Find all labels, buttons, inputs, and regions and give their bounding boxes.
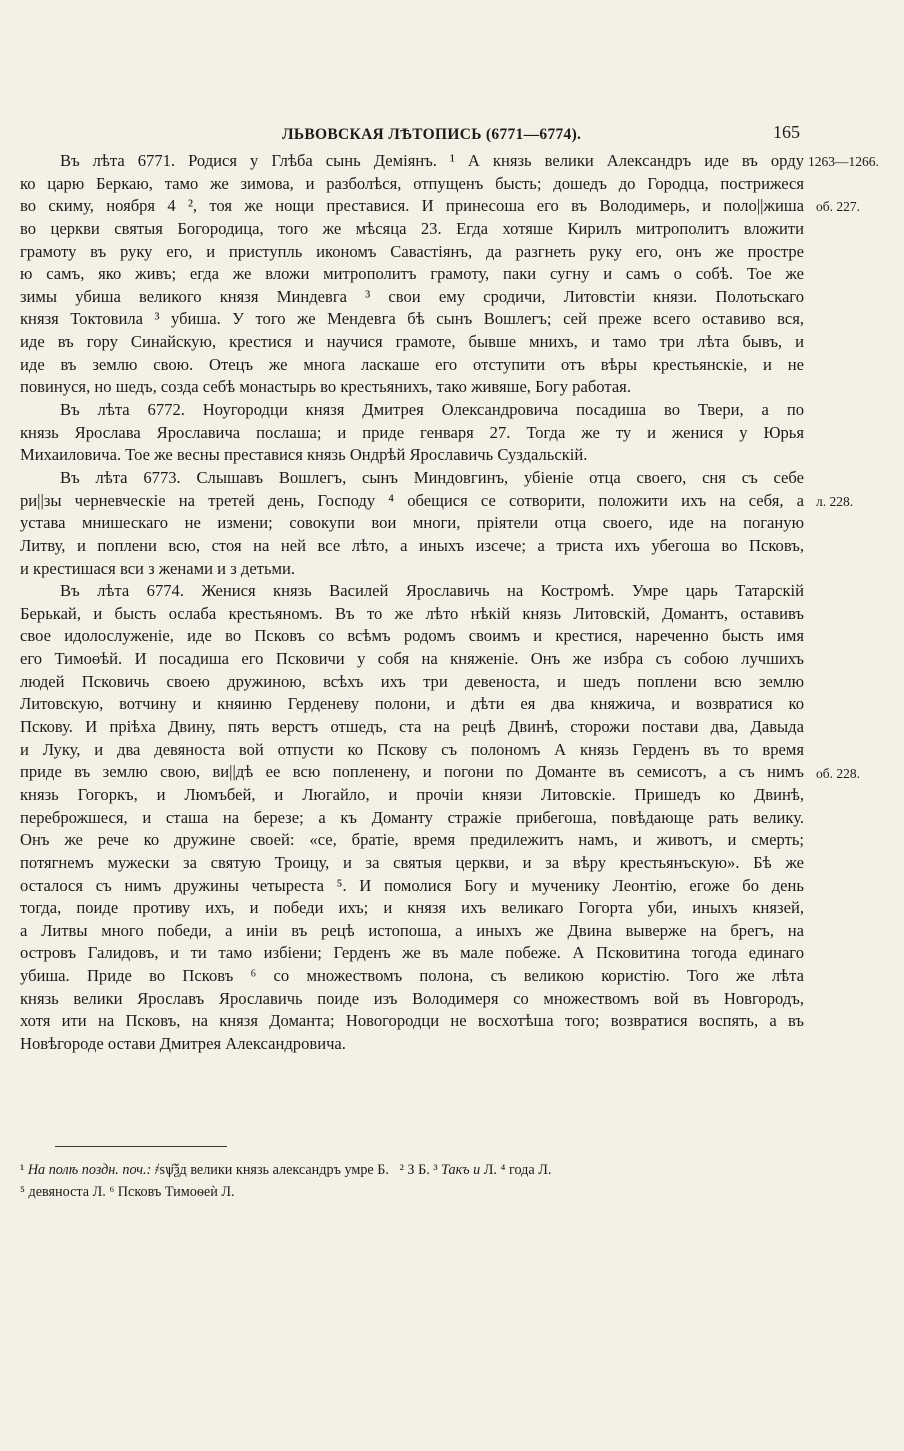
text-line: ри||зы черневческіе на третей день, Господу ⁴ обещися се сотворити, положити ихъ на себя, а bbox=[20, 490, 804, 510]
text-line: людей Псковичь своею дружиною, всѣхъ ихъ три девеноста, и шедъ поплени всю землю bbox=[20, 671, 804, 691]
text-line: иде въ землю свою. Отецъ же многа ласкаше его отступити отъ вѣры крестьянскіе, и не bbox=[20, 354, 804, 374]
text-line: ко царю Беркаю, тамо же зимова, и разболѣся, отпущенъ бысть; дошедъ до Городца, пострижеся bbox=[20, 173, 804, 193]
text-line: его Тимоѳѣй. И посадиша его Псковичи у собя на княженіе. Онъ же избра съ собою лучшихъ bbox=[20, 649, 804, 669]
margin-note: л. 228. bbox=[816, 493, 854, 509]
text-line: грамоту въ руку его, и приступль икономъ Савастіянъ, да разгнеть руку его, онъ же простре bbox=[20, 241, 804, 261]
text-line: Въ лѣта 6773. Слышавъ Вошлегъ, сынъ Миндовгинъ, убіеніе отца своего, сня съ себе bbox=[60, 467, 804, 487]
running-title: ЛЬВОВСКАЯ ЛѢТОПИСЬ (6771—6774). bbox=[282, 126, 582, 143]
margin-note: 1263—1266. bbox=[808, 154, 879, 169]
text-line: Въ лѣта 6774. Женися князь Василей Ярославичь на Костромѣ. Умре царь Татарскій bbox=[60, 581, 804, 601]
text-line: переброжшеся, и сташа на березе; а къ Доманту стражіе прибегоша, повѣдающе рать велику. bbox=[20, 807, 804, 827]
text-line: потягнемъ мужески за святую Троицу, и за святыя церкви, и за вѣру крестьянъскую». Бѣ же bbox=[20, 852, 804, 872]
text-line: Въ лѣта 6771. Родися у Глѣба сынь Деміянъ. ¹ А князь велики Александръ иде въ орду bbox=[60, 151, 804, 170]
page-number: 165 bbox=[773, 122, 800, 142]
text-line: Литву, и поплени всю, стоя на ней все лѣто, а иныхъ изсече; а триста ихъ убегоша во Псковъ, bbox=[20, 535, 804, 555]
text-line: князь Гогоркъ, и Люмъбей, и Люгайло, и прочіи князи Литовскіе. Пришедъ ко Двинѣ, bbox=[20, 784, 804, 804]
margin-note: об. 227. bbox=[816, 199, 860, 215]
text-line: князь Ярослава Ярославича послаша; и приде генваря 27. Тогда же ту и женися у Юрья bbox=[20, 422, 804, 442]
text-line: Литовскую, вотчину и княиню Герденеву полони, и дѣти ея два княжича, и возвратися ко bbox=[20, 694, 804, 714]
text-line: Михаиловича. Тое же весны преставися князь Ондрѣй Ярославичь Суздальскій. bbox=[20, 445, 588, 465]
text-line: Въ лѣта 6772. Ноугородци князя Дмитрея Олександровича посадиша во Твери, а по bbox=[60, 400, 804, 420]
margin-note: об. 228. bbox=[816, 765, 860, 781]
main-text bbox=[20, 150, 804, 1056]
text-line: князя Токтовила ³ убиша. У того же Мендевга бѣ сынъ Вошлегъ; сей преже всего оставиво вся, bbox=[20, 309, 804, 329]
text-line: Онъ же рече ко дружине своей: «се, братіе, время предилежитъ намъ, и животъ, и смерть; bbox=[20, 830, 804, 850]
text-line: и крестишася вси з женами и з детьми. bbox=[20, 558, 296, 578]
text-line: Пскову. И пріѣха Двину, пять верстъ отшедъ, ста на рецѣ Двинѣ, сторожи постави два, Давыда bbox=[20, 717, 804, 737]
text-line: хотя ити на Псковъ, на князя Доманта; Новогородци не восхотѣша того; возвратися воспять, а въ bbox=[20, 1011, 804, 1031]
text-line: ю самъ, яко живъ; егда же вложи митрополитъ грамоту, паки сугну и самъ о собѣ. Тое же bbox=[20, 264, 804, 284]
footnote-line-1: ¹ На полѣ поздн. поч.: ҂ѕѱ҃ѯд велики князь александръ умре Б. ² З Б. ³ Такъ и Л. ⁴ года Л. bbox=[20, 1162, 552, 1178]
text-line: осталося съ нимъ дружины четыреста ⁵. И помолися Богу и мученику Леонтію, егоже бо день bbox=[20, 875, 804, 895]
text-line: и Луку, и два девяноста вой отпусти ко Пскову съ полономъ А князь Герденъ въ то время bbox=[20, 739, 804, 759]
text-line: зимы убиша великого князя Миндевга ³ свои ему сродичи, Литовстіи князи. Полотьскаго bbox=[20, 286, 804, 306]
text-line: тогда, поиде противу ихъ, и победи ихъ; и князя ихъ великаго Гогорта уби, иныхъ князей, bbox=[20, 898, 804, 918]
text-line: во скиму, ноября 4 ², тоя же нощи преставися. И принесоша его въ Володимерь, и поло||жиша bbox=[20, 196, 804, 216]
footnotes bbox=[20, 1159, 880, 1203]
text-line: приде въ землю свою, ви||дѣ ее всю попленену, и погони по Доманте въ семисотъ, а съ нимъ bbox=[20, 762, 804, 782]
text-line: а Литвы много победи, а иніи въ рецѣ истопоша, а иныхъ же Двина выверже на брегъ, на bbox=[20, 920, 804, 940]
text-line: Новѣгороде остави Дмитрея Александровича. bbox=[20, 1033, 346, 1053]
text-line: Берькай, и бысть ослаба крестьяномъ. Въ то же лѣто нѣкій князь Литовскій, Домантъ, оставивъ bbox=[20, 603, 804, 623]
text-line: во церкви святыя Богородица, того же мѣсяца 23. Егда хотяше Кирилъ митрополитъ вложити bbox=[20, 218, 804, 238]
footnote-divider bbox=[55, 1146, 227, 1147]
text-line: убиша. Приде во Псковъ ⁶ со множествомъ полона, съ великою користію. Того же лѣта bbox=[20, 966, 804, 986]
text-line: свое идолослуженіе, иде во Псковъ со всѣмъ родомъ своимъ и крестися, нареченно бысть имя bbox=[20, 626, 804, 646]
footnote-line-2: ⁵ девяноста Л. ⁶ Псковъ Тимоѳеѝ Л. bbox=[20, 1184, 235, 1200]
text-line: повинуся, но шедъ, созда себѣ монастырь во крестьянихъ, тако живяше, Богу работая. bbox=[20, 377, 631, 397]
text-line: островъ Галидовъ, и ти тамо избіени; Герденъ же въ мале побеже. А Псковитина тогода единаго bbox=[20, 943, 804, 963]
text-line: устава мнишескаго не измени; совокупи вои многи, пріятели отца своего, иде на поганую bbox=[20, 513, 804, 533]
text-line: князь велики Ярославъ Ярославичь поиде изъ Володимеря со множествомъ вой въ Новгородъ, bbox=[20, 988, 804, 1008]
text-line: иде въ гору Синайскую, крестися и научися грамоте, бывше мнихъ, и тамо три лѣта бывъ, и bbox=[20, 332, 804, 352]
